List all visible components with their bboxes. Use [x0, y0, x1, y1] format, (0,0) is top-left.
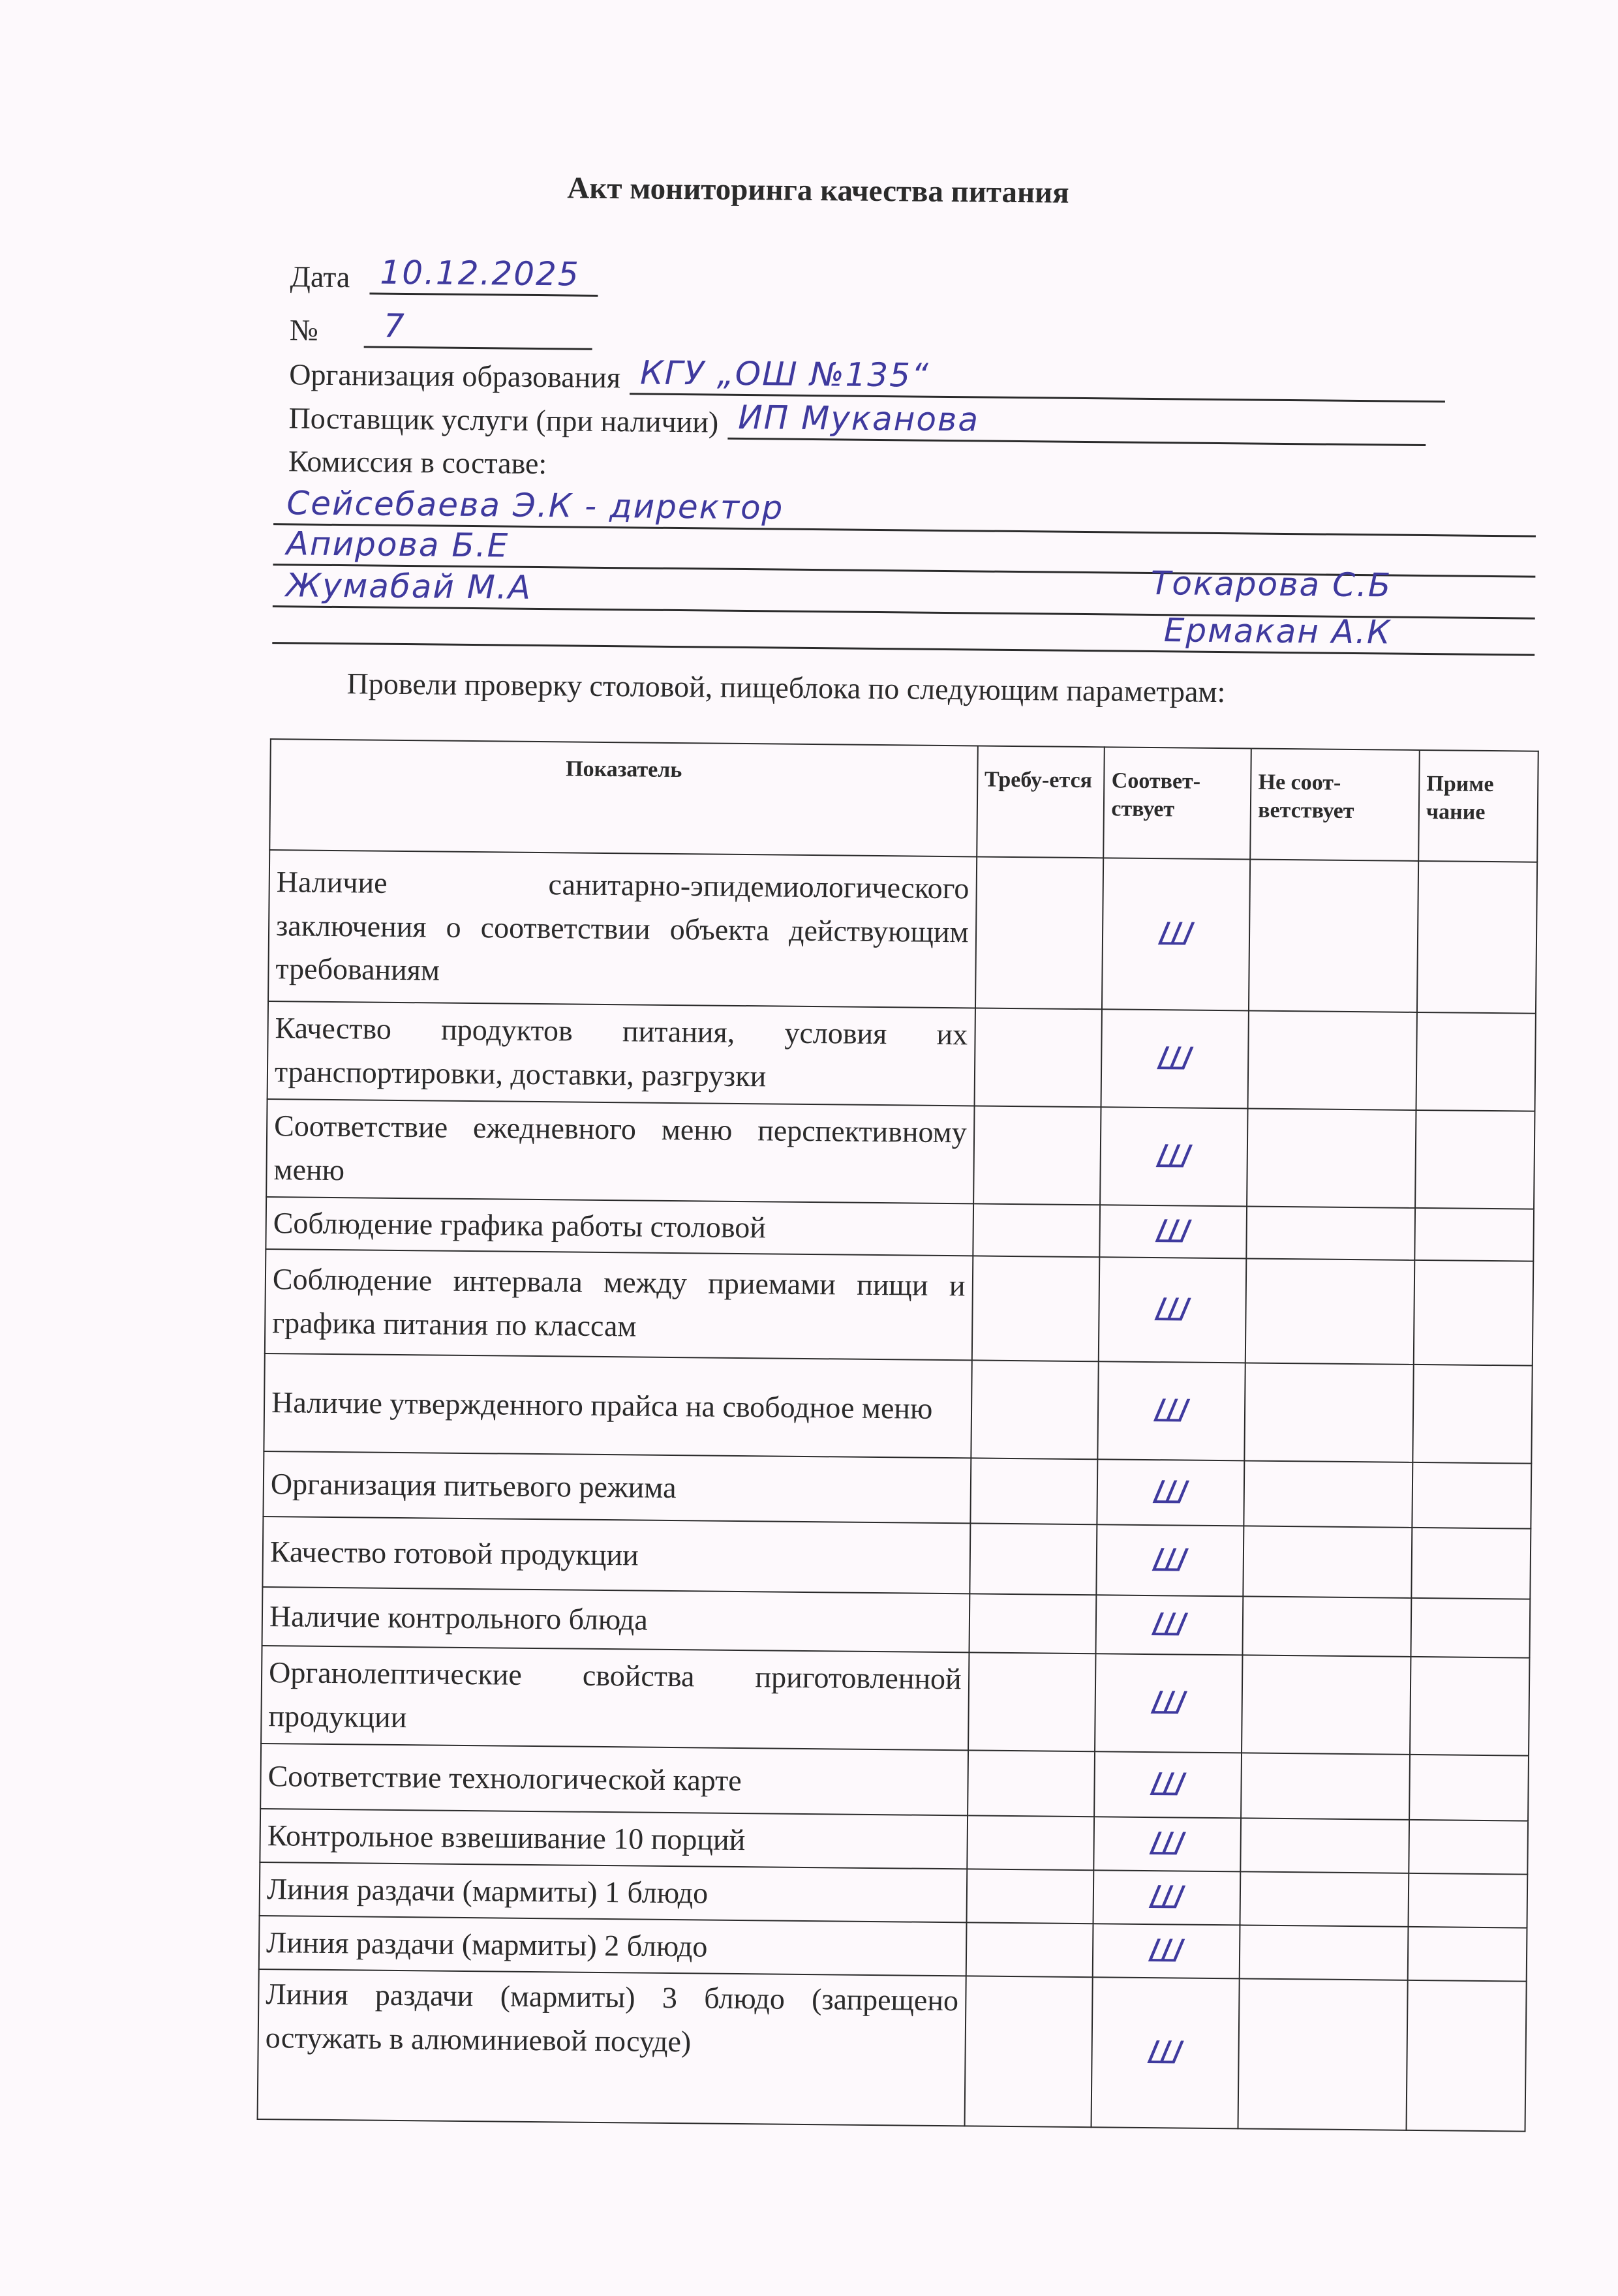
complies-cell[interactable] — [1093, 1870, 1241, 1925]
supplier-line[interactable] — [727, 398, 1426, 446]
note-cell[interactable] — [1415, 1110, 1534, 1209]
date-label: Дата — [290, 260, 350, 294]
complies-mark: Ш — [1155, 916, 1197, 953]
not-complies-cell[interactable] — [1240, 1871, 1409, 1926]
table-row — [258, 1969, 1527, 2132]
commission-member-right: Ермакан А.К — [1163, 611, 1392, 652]
indicator-cell: Качество готовой продукции — [262, 1517, 970, 1594]
note-cell[interactable] — [1416, 1012, 1536, 1111]
complies-cell[interactable] — [1098, 1361, 1245, 1460]
complies-cell[interactable] — [1102, 858, 1250, 1010]
table-row — [268, 850, 1537, 1014]
note-cell[interactable] — [1411, 1528, 1531, 1599]
table-row — [260, 1744, 1529, 1821]
complies-mark: Ш — [1144, 2034, 1187, 2072]
checklist-table — [257, 738, 1539, 2132]
complies-cell[interactable] — [1101, 1107, 1248, 1206]
indicator-cell: Линия раздачи (мармиты) 2 блюдо — [259, 1916, 966, 1976]
complies-mark: Ш — [1152, 1213, 1195, 1250]
note-cell[interactable] — [1410, 1657, 1529, 1756]
complies-mark: Ш — [1152, 1292, 1194, 1329]
complies-mark: Ш — [1148, 1685, 1190, 1722]
commission-member-left: Жумабай М.А — [285, 566, 532, 607]
table-header-row — [269, 739, 1538, 862]
required-cell[interactable] — [973, 1106, 1101, 1205]
complies-mark: Ш — [1148, 1607, 1191, 1644]
required-cell[interactable] — [964, 1976, 1093, 2127]
commission-line-4[interactable] — [272, 609, 1534, 656]
complies-cell[interactable] — [1095, 1751, 1242, 1818]
number-line[interactable] — [364, 307, 592, 350]
complies-cell[interactable] — [1094, 1817, 1242, 1871]
table-row — [261, 1646, 1529, 1756]
required-cell[interactable] — [969, 1523, 1097, 1595]
supplier-label: Поставщик услуги (при наличии) — [288, 401, 719, 439]
table-row — [264, 1353, 1532, 1464]
intro-text: Провели проверку столовой, пищеблока по следующим параметрам: — [346, 667, 1226, 709]
organization-value: КГУ „ОШ №135“ — [639, 354, 930, 395]
complies-mark: Ш — [1150, 1474, 1192, 1511]
required-cell[interactable] — [966, 1922, 1093, 1977]
number-field — [289, 307, 592, 350]
table-row — [266, 1099, 1534, 1209]
not-complies-cell[interactable] — [1244, 1460, 1413, 1527]
required-cell[interactable] — [969, 1594, 1097, 1654]
supplier-value: ИП Муканова — [737, 398, 980, 439]
complies-cell[interactable] — [1091, 1977, 1240, 2128]
complies-cell[interactable] — [1100, 1205, 1247, 1258]
indicator-cell: Качество продуктов питания, условия их транспортировки, доставки, разгрузки — [267, 1001, 975, 1106]
complies-cell[interactable] — [1099, 1257, 1246, 1363]
not-complies-cell[interactable] — [1244, 1526, 1412, 1597]
complies-mark: Ш — [1151, 1393, 1193, 1430]
commission-member-right: Токарова С.Б — [1150, 564, 1392, 605]
indicator-cell: Организация питьевого режима — [263, 1451, 971, 1523]
not-complies-cell[interactable] — [1241, 1818, 1410, 1873]
indicator-cell: Соответствие технологической карте — [260, 1744, 968, 1815]
header-required: Требу-ется — [977, 746, 1105, 858]
indicator-cell: Контрольное взвешивание 10 порций — [260, 1809, 967, 1869]
header-not-complies: Не соот-ветствует — [1250, 748, 1419, 860]
complies-mark: Ш — [1149, 1542, 1191, 1579]
date-value: 10.12.2025 — [380, 253, 580, 294]
not-complies-cell[interactable] — [1245, 1363, 1414, 1462]
required-cell[interactable] — [974, 1008, 1102, 1107]
commission-field — [288, 444, 547, 481]
note-cell[interactable] — [1414, 1208, 1534, 1261]
complies-mark: Ш — [1153, 1138, 1195, 1175]
indicator-cell: Линия раздачи (мармиты) 3 блюдо (запрещено остужать в алюминиевой посуде) — [258, 1969, 966, 2126]
note-cell[interactable] — [1411, 1598, 1531, 1658]
not-complies-cell[interactable] — [1242, 1655, 1411, 1754]
note-cell[interactable] — [1412, 1462, 1531, 1529]
table-row — [267, 1001, 1536, 1111]
commission-label: Комиссия в составе: — [288, 444, 547, 481]
indicator-cell: Соблюдение графика работы столовой — [266, 1197, 973, 1256]
commission-member-left: Апирова Б.Е — [286, 524, 510, 565]
not-complies-cell[interactable] — [1247, 1206, 1416, 1260]
organization-field — [289, 354, 1445, 402]
organization-label: Организация образования — [289, 357, 621, 395]
indicator-cell: Органолептические свойства приготовленной продукции — [261, 1646, 969, 1750]
required-cell[interactable] — [973, 1203, 1101, 1257]
number-label: № — [289, 313, 319, 347]
required-cell[interactable] — [968, 1750, 1095, 1817]
complies-cell[interactable] — [1093, 1924, 1240, 1978]
table-row — [262, 1517, 1531, 1599]
not-complies-cell[interactable] — [1248, 1010, 1417, 1110]
complies-mark: Ш — [1147, 1766, 1189, 1804]
document-title: Акт мониторинга качества питания — [567, 171, 1069, 210]
header-note: Приме чание — [1418, 750, 1538, 862]
not-complies-cell[interactable] — [1241, 1753, 1410, 1819]
note-cell[interactable] — [1412, 1365, 1532, 1464]
required-cell[interactable] — [967, 1815, 1095, 1870]
not-complies-cell[interactable] — [1243, 1596, 1412, 1656]
not-complies-cell[interactable] — [1240, 1925, 1409, 1980]
organization-line[interactable] — [630, 354, 1445, 402]
header-complies: Соответ-ствует — [1104, 747, 1251, 859]
complies-cell[interactable] — [1096, 1595, 1244, 1655]
commission-member-left: Сейсебаева Э.К - директор — [286, 484, 784, 527]
table-row — [263, 1451, 1531, 1529]
indicator-cell: Соблюдение интервала между приемами пищи и графика питания по классам — [265, 1249, 973, 1360]
not-complies-cell[interactable] — [1238, 1978, 1408, 2130]
indicator-cell: Наличие санитарно-эпидемиологического заключения о соответствии объекта действующим требованиям — [268, 850, 977, 1008]
complies-cell[interactable] — [1101, 1009, 1249, 1108]
date-field — [290, 253, 598, 297]
note-cell[interactable] — [1408, 1927, 1527, 1982]
complies-mark: Ш — [1154, 1040, 1196, 1078]
note-cell[interactable] — [1414, 1260, 1533, 1366]
note-cell[interactable] — [1409, 1820, 1528, 1875]
not-complies-cell[interactable] — [1245, 1258, 1414, 1364]
table-row — [265, 1249, 1533, 1366]
complies-cell[interactable] — [1097, 1524, 1244, 1596]
required-cell[interactable] — [971, 1360, 1099, 1459]
not-complies-cell[interactable] — [1249, 859, 1418, 1012]
required-cell[interactable] — [975, 856, 1104, 1009]
supplier-field — [288, 400, 1426, 446]
indicator-cell: Соответствие ежедневного меню перспективному меню — [266, 1099, 974, 1203]
not-complies-cell[interactable] — [1247, 1108, 1416, 1207]
required-cell[interactable] — [971, 1256, 1099, 1361]
note-cell[interactable] — [1407, 1980, 1527, 2132]
note-cell[interactable] — [1409, 1755, 1529, 1821]
number-value: 7 — [383, 307, 406, 346]
indicator-cell: Линия раздачи (мармиты) 1 блюдо — [260, 1862, 967, 1922]
required-cell[interactable] — [968, 1652, 1096, 1751]
indicator-cell: Наличие утвержденного прайса на свободное меню — [264, 1353, 971, 1458]
complies-mark: Ш — [1146, 1933, 1187, 1970]
complies-mark: Ш — [1146, 1879, 1188, 1916]
date-line[interactable] — [369, 253, 598, 296]
complies-cell[interactable] — [1097, 1459, 1245, 1526]
complies-cell[interactable] — [1095, 1654, 1242, 1753]
header-indicator: Показатель — [269, 739, 977, 856]
note-cell[interactable] — [1409, 1873, 1528, 1928]
complies-mark: Ш — [1146, 1826, 1189, 1863]
note-cell[interactable] — [1417, 861, 1537, 1014]
indicator-cell: Наличие контрольного блюда — [262, 1587, 969, 1652]
required-cell[interactable] — [970, 1458, 1098, 1524]
required-cell[interactable] — [966, 1869, 1094, 1924]
